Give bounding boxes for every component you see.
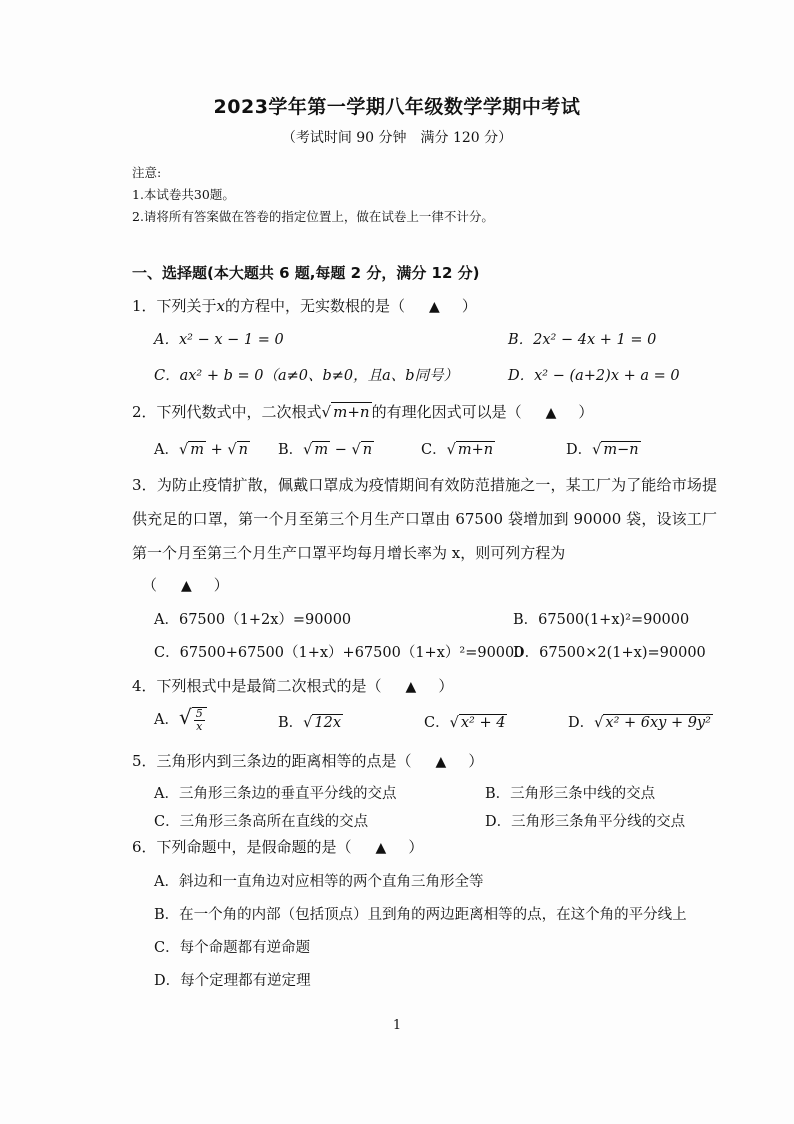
question-1-option-a: A．x² − x − 1 = 0: [154, 332, 284, 348]
question-4-stem: 4．下列根式中是最简二次根式的是（ ▲ ）: [132, 677, 454, 695]
answer-blank-mark: ▲: [435, 754, 447, 770]
exam-subtitle: （考试时间 90 分钟 满分 120 分）: [281, 130, 513, 146]
question-5-stem: 5．三角形内到三条边的距离相等的点是（ ▲ ）: [132, 752, 484, 770]
notes-heading: 注意:: [132, 165, 162, 180]
question-5-option-c: C．三角形三条高所在直线的交点: [154, 814, 369, 830]
question-1-option-d: D．x² − (a+2)x + a = 0: [508, 368, 680, 384]
question-3-answer-blank: （ ▲ ）: [142, 576, 229, 594]
variable-x: x: [216, 297, 226, 315]
question-4-option-d: D．√ x² + 6xy + 9y²: [568, 715, 711, 731]
notes-block: [132, 162, 494, 228]
question-2-option-d: D．√ m−n: [566, 442, 639, 458]
question-4-option-a: A．√ $\frac{5}{x}$: [154, 705, 207, 733]
answer-blank-mark: ▲: [429, 299, 440, 315]
answer-blank-mark: ▲: [545, 405, 557, 421]
question-5-option-a: A．三角形三条边的垂直平分线的交点: [154, 786, 397, 802]
exam-title: 2023学年第一学期八年级数学学期中考试: [213, 96, 581, 118]
notes-item-1: 1.本试卷共30题。: [132, 187, 235, 202]
section-heading-choice: 一、选择题(本大题共 6 题,每题 2 分，满分 12 分): [132, 264, 480, 282]
question-3-option-a: A．67500（1+2x）=90000: [154, 612, 352, 628]
question-1-option-c: C．ax² + b = 0（a≠0、b≠0，且a、b同号）: [154, 368, 459, 384]
question-1-option-b: B．2x² − 4x + 1 = 0: [508, 332, 657, 348]
question-6-stem: 6．下列命题中，是假命题的是（ ▲ ）: [132, 838, 424, 856]
question-4-option-b: B．√ 12x: [278, 715, 342, 731]
question-6-option-c: C．每个命题都有逆命题: [154, 940, 311, 956]
answer-blank-mark: ▲: [375, 840, 387, 856]
notes-item-2: 2.请将所有答案做在答卷的指定位置上，做在试卷上一律不计分。: [132, 209, 494, 224]
answer-blank-mark: ▲: [405, 679, 417, 695]
question-2-option-b: B．√ m − √ n: [278, 442, 373, 458]
question-2-option-a: A．√ m + √ n: [154, 442, 248, 458]
question-3-stem: 3．为防止疫情扩散，佩戴口罩成为疫情期间有效防范措施之一，某工厂为了能给市场提供充足的口罩，第一个月至第三个月生产口罩由 67500 袋增加到 90000 袋，设该工厂第一个月至第三个月生产口罩平均每月增长率为 x，则可列方程为: [132, 476, 717, 562]
question-6-option-d: D．每个定理都有逆定理: [154, 973, 311, 989]
question-5-option-d: D．三角形三条角平分线的交点: [485, 814, 686, 830]
question-3-option-d: D．67500×2(1+x)=90000: [513, 645, 706, 661]
answer-blank-mark: ▲: [181, 578, 192, 594]
question-3-option-c: C．67500+67500（1+x）+67500（1+x）²=90000: [154, 645, 524, 661]
question-1-stem: 1．下列关于x的方程中，无实数根的是（ ▲ ）: [132, 297, 477, 315]
question-6-option-b: B．在一个角的内部（包括顶点）且到角的两边距离相等的点，在这个角的平分线上: [154, 907, 687, 923]
question-6-option-a: A．斜边和一直角边对应相等的两个直角三角形全等: [154, 874, 484, 890]
radical-m-plus-n: √ m+n: [321, 403, 370, 421]
question-3-option-b: B．67500(1+x)²=90000: [513, 612, 690, 628]
question-4-option-c: C．√ x² + 4: [424, 715, 506, 731]
question-2-stem: 2．下列代数式中，二次根式√ m+n 的有理化因式可以是（ ▲ ）: [132, 403, 594, 421]
question-2-option-c: C．√ m+n: [421, 442, 494, 458]
question-5-option-b: B．三角形三条中线的交点: [485, 786, 656, 802]
page-number: 1: [392, 1018, 402, 1033]
